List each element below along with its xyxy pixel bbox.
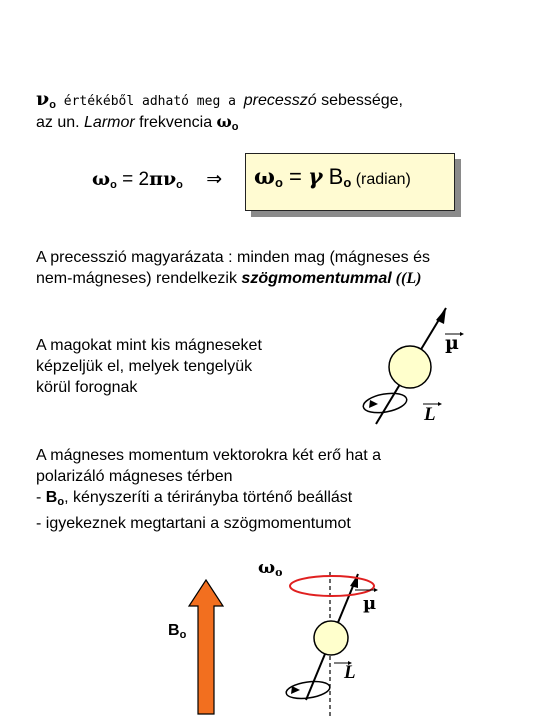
omega-symbol: ω: [216, 112, 232, 131]
formula2-omega: ω: [254, 164, 275, 190]
nu-subscript: o: [49, 99, 56, 111]
formula2-eq: =: [282, 164, 308, 189]
formula2-note: (radian): [351, 171, 411, 188]
para3-b: B: [45, 489, 58, 506]
para1-line2: nem-mágneses) rendelkezik: [36, 270, 242, 287]
bo-label-sub: o: [179, 629, 187, 641]
omega-subscript: o: [231, 121, 239, 133]
omega-label-symbol: ω: [258, 557, 276, 578]
omega-label: [258, 557, 282, 579]
precession-ring: [290, 576, 374, 596]
mu-label-1: µ: [445, 332, 459, 354]
para3-line3-rest: , kényszeríti a térirányba történő beállást: [64, 489, 353, 506]
intro-line-2-text: az un.: [36, 114, 85, 131]
nu-symbol: ν: [36, 88, 50, 110]
larmor-formula-box: [245, 153, 455, 211]
formula2-b: B: [322, 164, 344, 189]
formula1-pi: π: [149, 168, 163, 190]
formula1-nu: ν: [162, 168, 177, 190]
formula1-nu-sub: o: [176, 179, 183, 191]
para3-line4: - igyekeznek megtartani a szögmomentumot: [36, 515, 351, 532]
formula2-b-sub: o: [343, 175, 352, 190]
mu-label-2: µ: [363, 593, 377, 614]
omega-label-sub: o: [275, 566, 283, 579]
para3-line1: A mágneses momentum vektorokra két erő hat a: [36, 447, 382, 464]
bo-field-arrow: [186, 578, 226, 718]
spin-ellipse: [362, 390, 408, 415]
nucleus-sphere: [389, 346, 431, 388]
formula1-omega: ω: [92, 168, 111, 190]
para2-line3: körül forognak: [36, 379, 138, 396]
intro-line-1-tail: sebessége,: [316, 92, 403, 109]
para3-line3-pre: -: [36, 489, 46, 506]
implies-arrow: ⇒: [206, 169, 223, 190]
para2-line2: képzeljük el, melyek tengelyük: [36, 358, 253, 375]
paragraph-precession-explanation: [36, 248, 430, 288]
larmor-term: Larmor: [84, 114, 135, 131]
nucleus-sphere-2: [314, 621, 348, 655]
precession-term: precesszó: [243, 92, 317, 109]
bo-label-b: B: [168, 622, 180, 639]
l-label-2: L: [344, 662, 356, 683]
para2-line1: A magokat mint kis mágneseket: [36, 337, 262, 354]
formula1-omega-sub: o: [110, 179, 117, 191]
bo-label: [168, 622, 186, 641]
paragraph-nuclei-magnets: [36, 336, 262, 397]
angular-momentum-paren: ((L): [391, 270, 422, 287]
paragraph-two-forces: [36, 446, 381, 533]
para3-b-sub: o: [57, 496, 65, 508]
para3-line2: polarizáló mágneses térben: [36, 468, 233, 485]
larmor-formula: [254, 164, 411, 190]
formula1-eq: = 2: [116, 169, 150, 190]
intro-line-1-text: értékéből adható meg a: [55, 94, 244, 109]
para1-line1: A precesszió magyarázata : minden mag (mágneses és: [36, 249, 430, 266]
l-label-1: L: [424, 404, 436, 425]
intro-line-2: [36, 112, 239, 137]
formula-omega-2pi-nu: [92, 168, 222, 191]
precessing-nucleus-diagram: [270, 560, 400, 720]
intro-line-2-tail: frekvencia: [134, 114, 217, 131]
formula2-gamma: γ: [307, 164, 323, 190]
intro-line-1: [36, 88, 403, 111]
angular-momentum-term: szögmomentummal: [241, 270, 392, 287]
formula2-omega-sub: o: [274, 175, 283, 190]
